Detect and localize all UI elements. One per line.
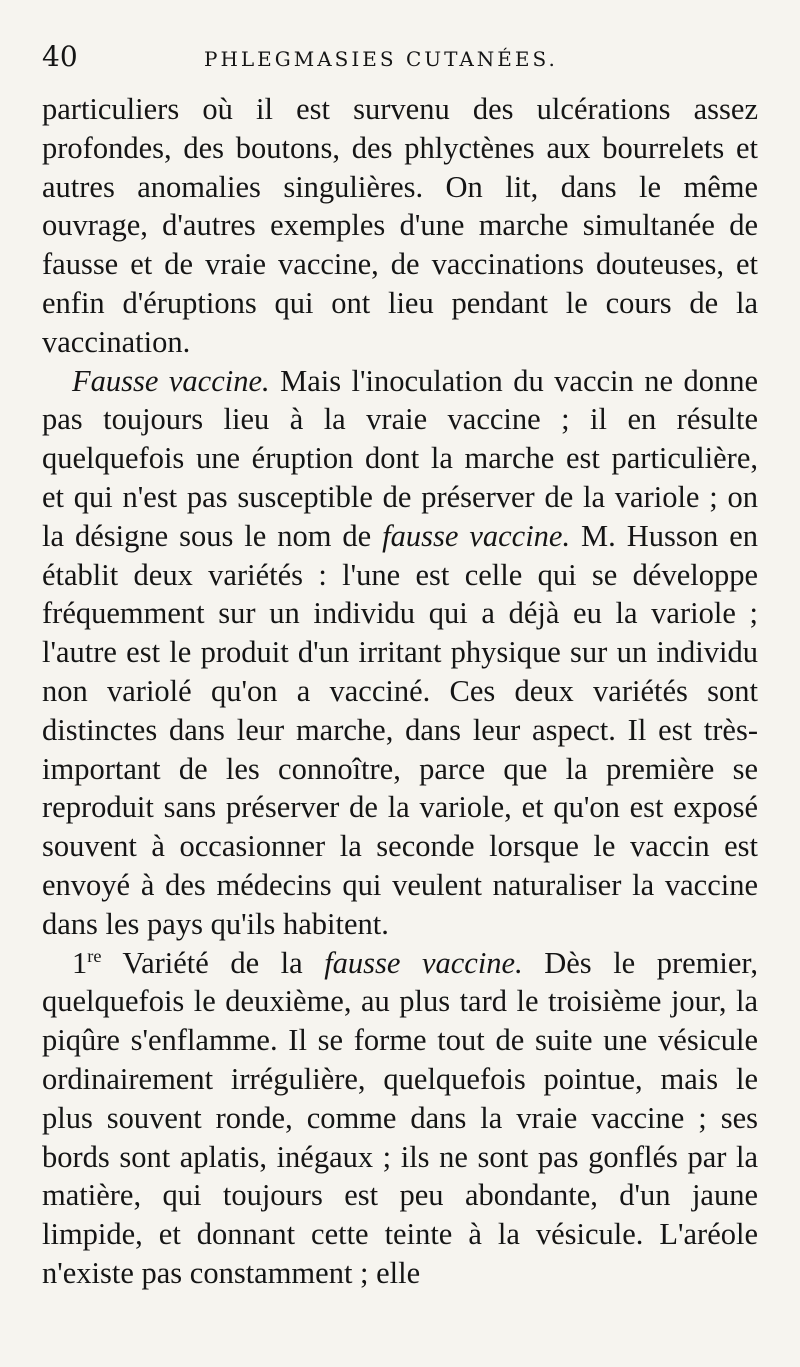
paragraph-1-text: particuliers où il est survenu des ulcérations assez profondes, des boutons, des phlyctènes aux bourrelets et autres anomalies singulières. On lit, dans le même ouvrage, d'autres exemples d'une marche simultanée de fausse et de vraie vaccine, de vaccinations douteuses, et enfin d'éruptions qui ont lieu pendant le cours de la vaccination. <box>42 92 758 359</box>
paragraph-3-text-1: Variété de la <box>101 945 325 980</box>
paragraph-3 <box>42 944 758 1293</box>
section-lead-fausse-vaccine: Fausse vaccine. <box>72 363 270 398</box>
body-text <box>42 90 758 1293</box>
paragraph-3-text-2: Dès le premier, quelquefois le deuxième, au plus tard le troisième jour, la piqûre s'enflamme. Il se forme tout de suite une vésicule ordinairement irrégulière, quelquefois pointue, mais le plus souvent ronde, comme dans la vraie vaccine ; ses bords sont aplatis, inégaux ; ils ne sont pas gonflés par la matière, qui toujours est peu abondante, d'un jaune limpide, et donnant cette teinte à la vésicule. L'aréole n'existe pas constamment ; elle <box>42 945 758 1290</box>
variety-ordinal-suffix: re <box>87 945 102 966</box>
paragraph-2 <box>42 362 758 944</box>
term-fausse-vaccine: fausse vaccine. <box>382 518 571 553</box>
paragraph-1 <box>42 90 758 362</box>
paragraph-2-text-1: Mais l'inoculation du vaccin ne donne pas toujours lieu à la vraie vaccine ; il en résulte quelquefois une éruption dont la marche est particulière, et qui n'est pas susceptible de préserver de la variole ; on la désigne sous le nom de <box>42 363 758 553</box>
page-number: 40 <box>42 40 78 73</box>
paragraph-2-text-2: M. Husson en établit deux variétés : l'une est celle qui se développe fréquemment sur un individu qui a déjà eu la variole ; l'autre est le produit d'un irritant physique sur un individu non variolé qu'on a vacciné. Ces deux variétés sont distinctes dans leur marche, dans leur aspect. Il est très-important de les connoître, parce que la première se reproduit sans préserver de la variole, et qu'on est exposé souvent à occasionner la seconde lorsque le vaccin est envoyé à des médecins qui veulent naturaliser la vaccine dans les pays qu'ils habitent. <box>42 518 758 941</box>
running-title: PHLEGMASIES CUTANÉES. <box>204 47 558 71</box>
term-fausse-vaccine-2: fausse vaccine. <box>324 945 523 980</box>
running-header <box>42 40 758 84</box>
variety-number: 1 <box>72 945 88 980</box>
